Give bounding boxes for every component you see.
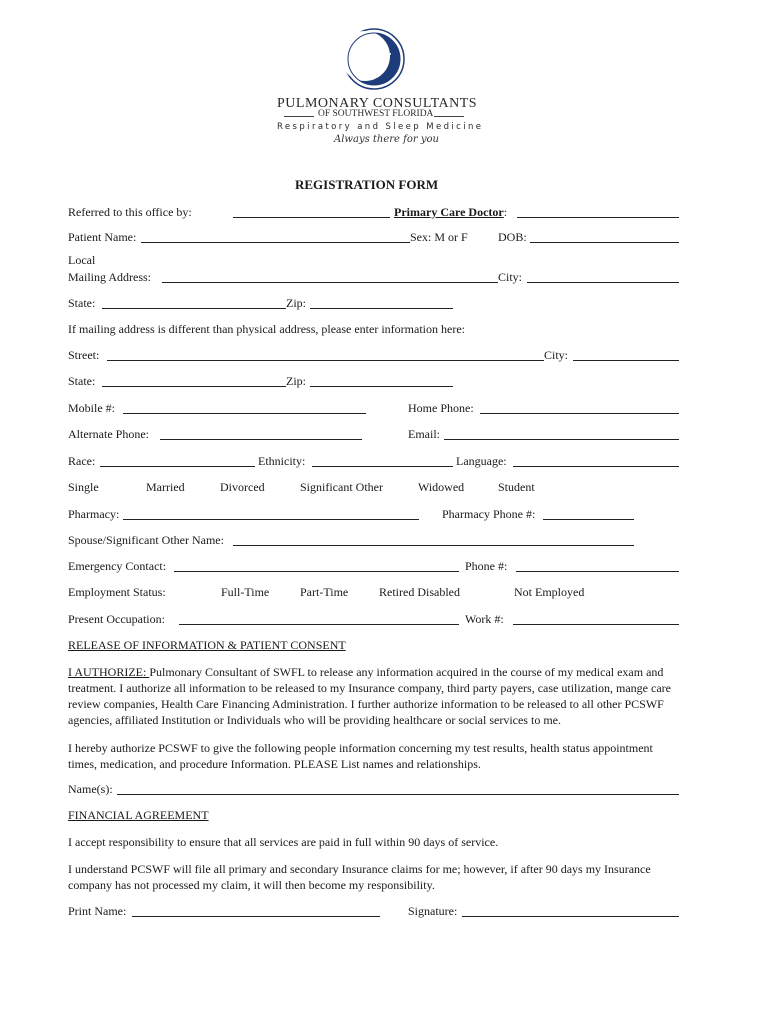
work-phone-label: Work #:	[465, 612, 504, 626]
mobile-label: Mobile #:	[68, 401, 115, 415]
form-title: REGISTRATION FORM	[295, 177, 439, 192]
street-label: Street:	[68, 348, 100, 362]
marital-option-married[interactable]: Married	[146, 480, 185, 494]
state-label: State:	[68, 296, 96, 310]
city2-label: City:	[544, 348, 569, 362]
signature-input[interactable]	[462, 916, 679, 917]
authorize-paragraph	[68, 664, 683, 728]
pcp-input[interactable]	[517, 217, 679, 218]
alternate-phone-input[interactable]	[160, 439, 362, 440]
ethnicity-label: Ethnicity:	[258, 454, 306, 468]
home-phone-label: Home Phone:	[408, 401, 474, 415]
state-input[interactable]	[102, 308, 286, 309]
zip2-label: Zip:	[286, 374, 306, 388]
spouse-label: Spouse/Significant Other Name:	[68, 533, 224, 547]
city-input[interactable]	[527, 282, 679, 283]
emergency-phone-input[interactable]	[516, 571, 679, 572]
ethnicity-input[interactable]	[312, 466, 453, 467]
brand-tagline: Always there for you	[334, 134, 439, 145]
financial-paragraph-2: I understand PCSWF will file all primary and secondary Insurance claims for me; however, if after 90 days my Insurance company has not processed my claim, it will then become my responsibility.	[68, 862, 651, 892]
street-input[interactable]	[107, 360, 544, 361]
financial-paragraph-1: I accept responsibility to ensure that all services are paid in full within 90 days of service.	[68, 835, 499, 849]
patient-name-label: Patient Name:	[68, 230, 137, 244]
email-label: Email:	[408, 427, 440, 441]
patient-name-input[interactable]	[141, 242, 410, 243]
employment-status-label: Employment Status:	[68, 585, 166, 599]
pcp-colon: :	[503, 205, 508, 219]
brand-rule-right	[434, 116, 464, 117]
authorize-text: Pulmonary Consultant of SWFL to release any information acquired in the course of my medical exam and treatment. I authorize all information to be released to my Insurance company, third party payers, case utilization, mange care review companies, Health Care Financing Administration. I further authorize information to be released to all other PCSWF agencies, affiliated Institution or Individuals who will be providing healthcare or social services to me.	[68, 665, 671, 727]
emergency-contact-label: Emergency Contact:	[68, 559, 167, 573]
spouse-input[interactable]	[233, 545, 634, 546]
different-address-note: If mailing address is different than physical address, please enter information here:	[68, 322, 465, 336]
print-name-input[interactable]	[132, 916, 380, 917]
financial-heading: FINANCIAL AGREEMENT	[68, 808, 209, 822]
brand-name: PULMONARY CONSULTANTS	[277, 96, 478, 111]
hereby-paragraph: I hereby authorize PCSWF to give the following people information concerning my test results, health status appointment times, medication, and procedure Information. PLEASE List names and relationships.	[68, 741, 653, 771]
release-heading: RELEASE OF INFORMATION & PATIENT CONSENT	[68, 638, 346, 652]
marital-option-divorced[interactable]: Divorced	[220, 480, 265, 494]
brand-specialty: Respiratory and Sleep Medicine	[277, 122, 484, 132]
occupation-label: Present Occupation:	[68, 612, 165, 626]
moon-logo-icon	[343, 28, 405, 90]
email-input[interactable]	[444, 439, 679, 440]
marital-option-significant-other[interactable]: Significant Other	[300, 480, 383, 494]
home-phone-input[interactable]	[480, 413, 679, 414]
language-label: Language:	[456, 454, 507, 468]
names-label: Name(s):	[68, 782, 113, 796]
mobile-input[interactable]	[123, 413, 366, 414]
local-label: Local	[68, 253, 96, 267]
zip-label: Zip:	[286, 296, 306, 310]
employment-option-retired-disabled[interactable]: Retired Disabled	[379, 585, 460, 599]
brand-rule-left	[284, 116, 314, 117]
race-input[interactable]	[100, 466, 255, 467]
city2-input[interactable]	[573, 360, 679, 361]
race-label: Race:	[68, 454, 96, 468]
marital-option-student[interactable]: Student	[498, 480, 535, 494]
state2-label: State:	[68, 374, 96, 388]
sex-label[interactable]: Sex: M or F	[410, 230, 468, 244]
zip2-input[interactable]	[310, 386, 453, 387]
dob-label: DOB:	[498, 230, 527, 244]
pcp-label: Primary Care Doctor	[394, 205, 504, 219]
marital-option-single[interactable]: Single	[68, 480, 99, 494]
pcp-label-wrap	[394, 205, 507, 220]
names-input[interactable]	[117, 794, 679, 795]
emergency-contact-input[interactable]	[174, 571, 459, 572]
marital-option-widowed[interactable]: Widowed	[418, 480, 465, 494]
pharmacy-phone-label: Pharmacy Phone #:	[442, 507, 536, 521]
emergency-phone-label: Phone #:	[465, 559, 508, 573]
brand-subtitle: OF SOUTHWEST FLORIDA	[318, 109, 434, 119]
alternate-phone-label: Alternate Phone:	[68, 427, 149, 441]
zip-input[interactable]	[310, 308, 453, 309]
authorize-lead: I AUTHORIZE:	[68, 665, 150, 679]
work-phone-input[interactable]	[513, 624, 679, 625]
signature-label: Signature:	[408, 904, 458, 918]
city-label: City:	[498, 270, 523, 284]
pharmacy-label: Pharmacy:	[68, 507, 120, 521]
pharmacy-input[interactable]	[123, 519, 419, 520]
employment-option-part-time[interactable]: Part-Time	[300, 585, 349, 599]
language-input[interactable]	[513, 466, 679, 467]
print-name-label: Print Name:	[68, 904, 127, 918]
mailing-address-input[interactable]	[162, 282, 498, 283]
dob-input[interactable]	[530, 242, 679, 243]
occupation-input[interactable]	[179, 624, 459, 625]
referred-input[interactable]	[233, 217, 390, 218]
employment-option-full-time[interactable]: Full-Time	[221, 585, 270, 599]
mailing-address-label: Mailing Address:	[68, 270, 151, 284]
pharmacy-phone-input[interactable]	[543, 519, 634, 520]
employment-option-not-employed[interactable]: Not Employed	[514, 585, 585, 599]
state2-input[interactable]	[102, 386, 286, 387]
referred-label: Referred to this office by:	[68, 205, 192, 219]
